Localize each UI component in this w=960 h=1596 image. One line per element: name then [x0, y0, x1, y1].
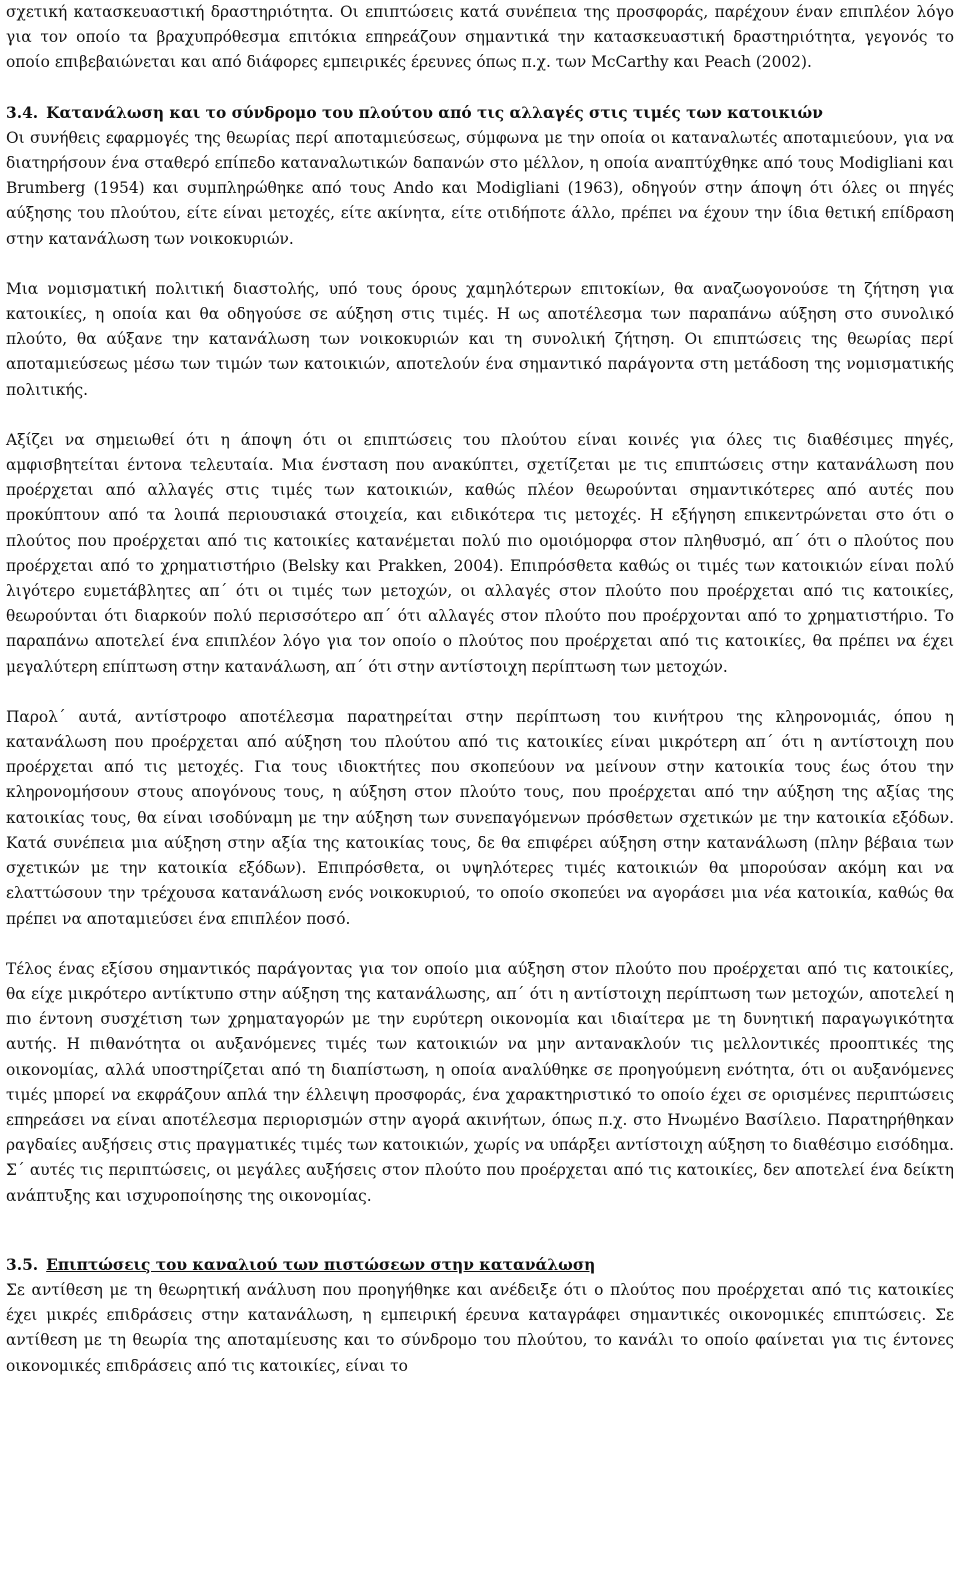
spacer — [6, 76, 954, 101]
document-page — [6, 0, 954, 1379]
spacer — [6, 252, 954, 277]
body-paragraph: Παρολ΄ αυτά, αντίστροφο αποτέλεσμα παρατηρείται στην περίπτωση του κινήτρου της κληρονομιάς, όπου η κατανάλωση που προέρχεται από αύξηση του πλούτου από τις κατοικίες είναι μικρότερη απ΄ ότι η αντίστοιχη που προέρχεται από τις μετοχές. Για τους ιδιοκτήτες που σκοπεύουν να μείνουν στην κατοικία τους έως ότου την κληρονομήσουν στους απογόνους τους, η αύξηση στον πλούτο τους, που προέρχεται από την αύξηση της αξίας της κατοικίας τους, θα είναι ισοδύναμη με την αύξηση των συνεπαγόμενων πρόσθετων σχετικών με την κατοικία εξόδων. Κατά συνέπεια μια αύξηση στην αξία της κατοικίας τους, δε θα επιφέρει αύξηση στην κατανάλωση (πλην βέβαια των σχετικών με την κατοικία εξόδων). Επιπρόσθετα, οι υψηλότερες τιμές κατοικιών θα μπορούσαν ακόμη και να ελαττώσουν την τρέχουσα κατανάλωση ενός νοικοκυριού, το οποίο σκοπεύει να αγοράσει μια νέα κατοικία, καθώς θα πρέπει να αποταμιεύσει ένα επιπλέον ποσό. — [6, 707, 954, 928]
intro-paragraph: σχετική κατασκευαστική δραστηριότητα. Οι επιπτώσεις κατά συνέπεια της προσφοράς, παρέχουν έναν επιπλέον λόγο για τον οποίο τα βραχυπρόθεσμα επιτόκια επηρεάζουν σημαντικά την κατασκευαστική δραστηριότητα, γεγονός το οποίο επιβεβαιώνεται και από διάφορες εμπειρικές έρευνες όπως π.χ. των McCarthy και Peach (2002). — [6, 3, 954, 72]
spacer — [6, 1234, 954, 1253]
body-paragraph: Οι συνήθεις εφαρμογές της θεωρίας περί αποταμιεύσεως, σύμφωνα με την οποία οι καταναλωτές αποταμιεύουν, για να διατηρήσουν ένα σταθερό επίπεδο καταναλωτικών δαπανών στο μέλλον, η οποία αναπτύχθηκε από τους Modigliani και Brumberg (1954) και συμπληρώθηκε από τους Ando και Modigliani (1963), οδηγούν στην άποψη ότι όλες οι πηγές αύξησης του πλούτου, είτε είναι μετοχές, είτε ακίνητα, είτε οτιδήποτε άλλο, πρέπει να έχουν την ίδια θετική επίδραση στην κατανάλωση των νοικοκυριών. — [6, 128, 954, 248]
section-title: Κατανάλωση και το σύνδρομο του πλούτου από τις αλλαγές στις τιμές των κατοικιών — [46, 103, 823, 122]
section-heading-3-5 — [6, 1253, 954, 1278]
section-number: 3.4. — [6, 103, 39, 122]
spacer — [6, 403, 954, 428]
body-paragraph: Σε αντίθεση με τη θεωρητική ανάλυση που προηγήθηκε και ανέδειξε ότι ο πλούτος που προέρχεται από τις κατοικίες έχει μικρές επιδράσεις στην κατανάλωση, η εμπειρική έρευνα καταγράφει σημαντικές οικονομικές επιπτώσεις. Σε αντίθεση με τη θεωρία της αποταμίευσης και το σύνδρομο του πλούτου, το κανάλι το οποίο φαίνεται για τις έντονες οικονομικές επιδράσεις από τις κατοικίες, είναι το — [6, 1280, 954, 1375]
spacer — [6, 680, 954, 705]
body-paragraph: Μια νομισματική πολιτική διαστολής, υπό τους όρους χαμηλότερων επιτοκίων, θα αναζωογονούσε τη ζήτηση για κατοικίες, η οποία και θα οδηγούσε σε αύξηση στις τιμές. Η ως αποτέλεσμα των παραπάνω αύξηση στο συνολικό πλούτο, θα αύξανε την κατανάλωση των νοικοκυριών και τη συνολική ζήτηση. Οι επιπτώσεις της θεωρίας περί αποταμιεύσεως μέσω των τιμών των κατοικιών, αποτελούν ένα σημαντικό παράγοντα στη μετάδοση της νομισματικής πολιτικής. — [6, 279, 954, 399]
body-paragraph: Αξίζει να σημειωθεί ότι η άποψη ότι οι επιπτώσεις του πλούτου είναι κοινές για όλες τις διαθέσιμες πηγές, αμφισβητείται έντονα τελευταία. Μια ένσταση που ανακύπτει, σχετίζεται με τις επιπτώσεις στην κατανάλωση που προέρχεται από αλλαγές στις τιμές των κατοικιών, καθώς πλέον θεωρούνται σημαντικότερες από αυτές που προκύπτουν από τα λοιπά περιουσιακά στοιχεία, και ειδικότερα τις μετοχές. Η εξήγηση επικεντρώνεται στο ότι ο πλούτος που προέρχεται από τις κατοικίες κατανέμεται πολύ πιο ομοιόμορφα στον πληθυσμό, απ΄ ότι ο πλούτος που προέρχεται από το χρηματιστήριο (Belsky και Prakken, 2004). Επιπρόσθετα καθώς οι τιμές των κατοικιών είναι πολύ λιγότερο ευμετάβλητες απ΄ ότι οι τιμές των μετοχών, οι αλλαγές στον πλούτο που προέρχεται από τις κατοικίες, θεωρούνται ότι διαρκούν πολύ περισσότερο απ΄ ότι αλλαγές στον πλούτο που προέρχονται από το χρηματιστήριο. Το παραπάνω αποτελεί ένα επιπλέον λόγο για τον οποίο ο πλούτος που προέρχεται από τις κατοικίες, θα πρέπει να έχει μεγαλύτερη επίπτωση στην κατανάλωση, απ΄ ότι στην αντίστοιχη περίπτωση των μετοχών. — [6, 430, 954, 676]
section-heading-3-4 — [6, 101, 954, 126]
spacer — [6, 932, 954, 957]
section-title: Επιπτώσεις του καναλιού των πιστώσεων στην κατανάλωση — [46, 1255, 596, 1274]
spacer — [6, 1209, 954, 1234]
body-paragraph: Τέλος ένας εξίσου σημαντικός παράγοντας για τον οποίο μια αύξηση στον πλούτο που προέρχεται από τις κατοικίες, θα είχε μικρότερο αντίκτυπο στην αύξηση της κατανάλωσης, απ΄ ότι η αντίστοιχη περίπτωση των μετοχών, αποτελεί η πιο έντονη συσχέτιση των χρηματαγορών με την ευρύτερη οικονομία και ιδιαίτερα με τη δυνητική παραγωγικότητα αυτής. Η πιθανότητα οι αυξανόμενες τιμές των κατοικιών να μην αντανακλούν τις μελλοντικές προοπτικές της οικονομίας, αλλά υποστηρίζεται από τη διαπίστωση, η οποία αναλύθηκε σε προηγούμενη ενότητα, ότι οι αυξανόμενες τιμές μπορεί να εκφράζουν απλά την έλλειψη προσφοράς, ένα χαρακτηριστικό το οποίο έχει σε ορισμένες περιπτώσεις επηρεάσει να είναι αποτέλεσμα περιορισμών στην αγορά ακινήτων, όπως π.χ. στο Ηνωμένο Βασίλειο. Παρατηρήθηκαν ραγδαίες αυξήσεις στις πραγματικές τιμές των κατοικιών, χωρίς να υπάρξει αντίστοιχη αύξηση το διαθέσιμο εισόδημα. Σ΄ αυτές τις περιπτώσεις, οι μεγάλες αυξήσεις στον πλούτο που προέρχεται από τις κατοικίες, δεν αποτελεί ένα δείκτη ανάπτυξης και ισχυροποίησης της οικονομίας. — [6, 959, 954, 1205]
section-number: 3.5. — [6, 1255, 39, 1274]
